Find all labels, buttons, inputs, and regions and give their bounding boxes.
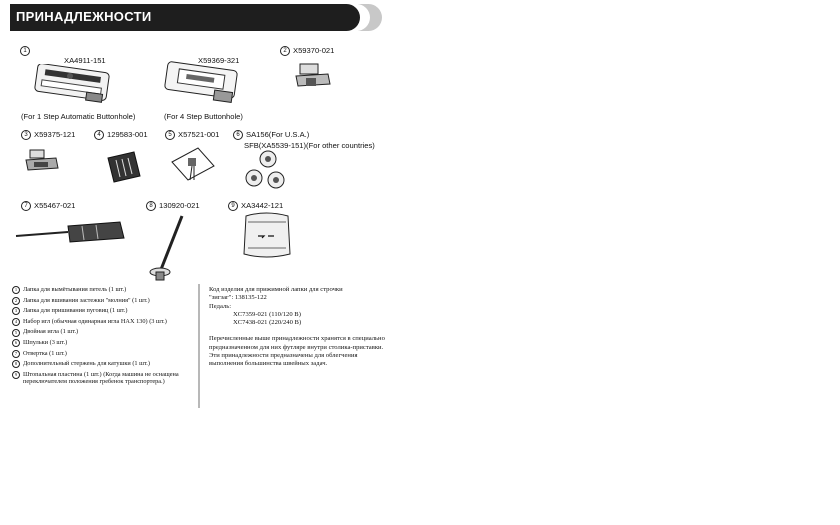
item-number-1: 1 (20, 46, 33, 56)
item-1-code-b: X59369-321 (198, 56, 240, 65)
list-item: 5 Двойная игла (1 шт.) (12, 328, 197, 336)
item-1-code-a: XA4911-151 (64, 56, 106, 65)
list-item: 4 Набор игл (обычная одинарная игла HAX 130) (3 шт.) (12, 318, 197, 326)
item-1-caption-a: (For 1 Step Automatic Buttonhole) (21, 112, 136, 121)
column-divider (198, 284, 200, 408)
item-4-label: 4 129583-001 (94, 130, 148, 140)
item-6-label-2: SFB(XA5539-151)(For other countries) (244, 141, 375, 150)
list-item: 2 Лапка для вшивания застежки "молния" (1 шт.) (12, 297, 197, 305)
accessory-list (12, 286, 197, 388)
notes-block (209, 286, 389, 369)
darning-plate-image (238, 208, 296, 264)
item-9-label: 9 XA3442-121 (228, 201, 283, 211)
item-8-label: 8 130920-021 (146, 201, 200, 211)
list-item: 8 Дополнительный стержень для катушки (1 шт.) (12, 360, 197, 368)
button-sewing-foot-image (24, 146, 64, 176)
item-2-label: 2 X59370-021 (280, 46, 334, 56)
note-line: XC7359-021 (110/120 В) (233, 310, 301, 318)
item-3-label: 3 X59375-121 (21, 130, 75, 140)
needle-set-image (104, 150, 144, 186)
note-line: Код изделия для прижимной лапки для строчки (209, 286, 343, 293)
list-item: 1 Лапка для вымётывания петель (1 шт.) (12, 286, 197, 294)
item-6-label: 6 SA156(For U.S.A.) (233, 130, 309, 140)
list-item: 7 Отвертка (1 шт.) (12, 350, 197, 358)
screwdriver-image (12, 218, 128, 250)
buttonhole-foot-1step-image (30, 64, 114, 106)
item-1-caption-b: (For 4 Step Buttonhole) (164, 112, 243, 121)
list-item: 3 Лапка для пришивания пуговиц (1 шт.) (12, 307, 197, 315)
item-7-label: 7 X55467-021 (21, 201, 75, 211)
item-5-label: 5 X57521-001 (165, 130, 219, 140)
bobbins-image (244, 150, 300, 192)
note-line: Педаль: (209, 302, 232, 310)
note-paragraph: Перечисленные выше принадлежности хранятся в специально предназначенном для них футляре внутри столика-приставки. Эти принадлежности предназначены для облегчения выполнения большинства швейных задач. (209, 335, 385, 368)
note-line: XC7438-021 (220/240 В) (233, 319, 302, 327)
zipper-foot-image (292, 58, 336, 92)
buttonhole-foot-4step-image (160, 60, 242, 106)
note-line: "зигзаг": 138135-122 (209, 294, 267, 302)
list-item: 9 Штопальная пластина (1 шт.) (Когда машина не оснащена переключателем положения гребенок транспортера.) (12, 371, 197, 386)
page-title: ПРИНАДЛЕЖНОСТИ (16, 9, 152, 24)
twin-needle-image (168, 142, 218, 186)
spool-pin-image (146, 212, 196, 286)
list-item: 6 Шпульки (3 шт.) (12, 339, 197, 347)
